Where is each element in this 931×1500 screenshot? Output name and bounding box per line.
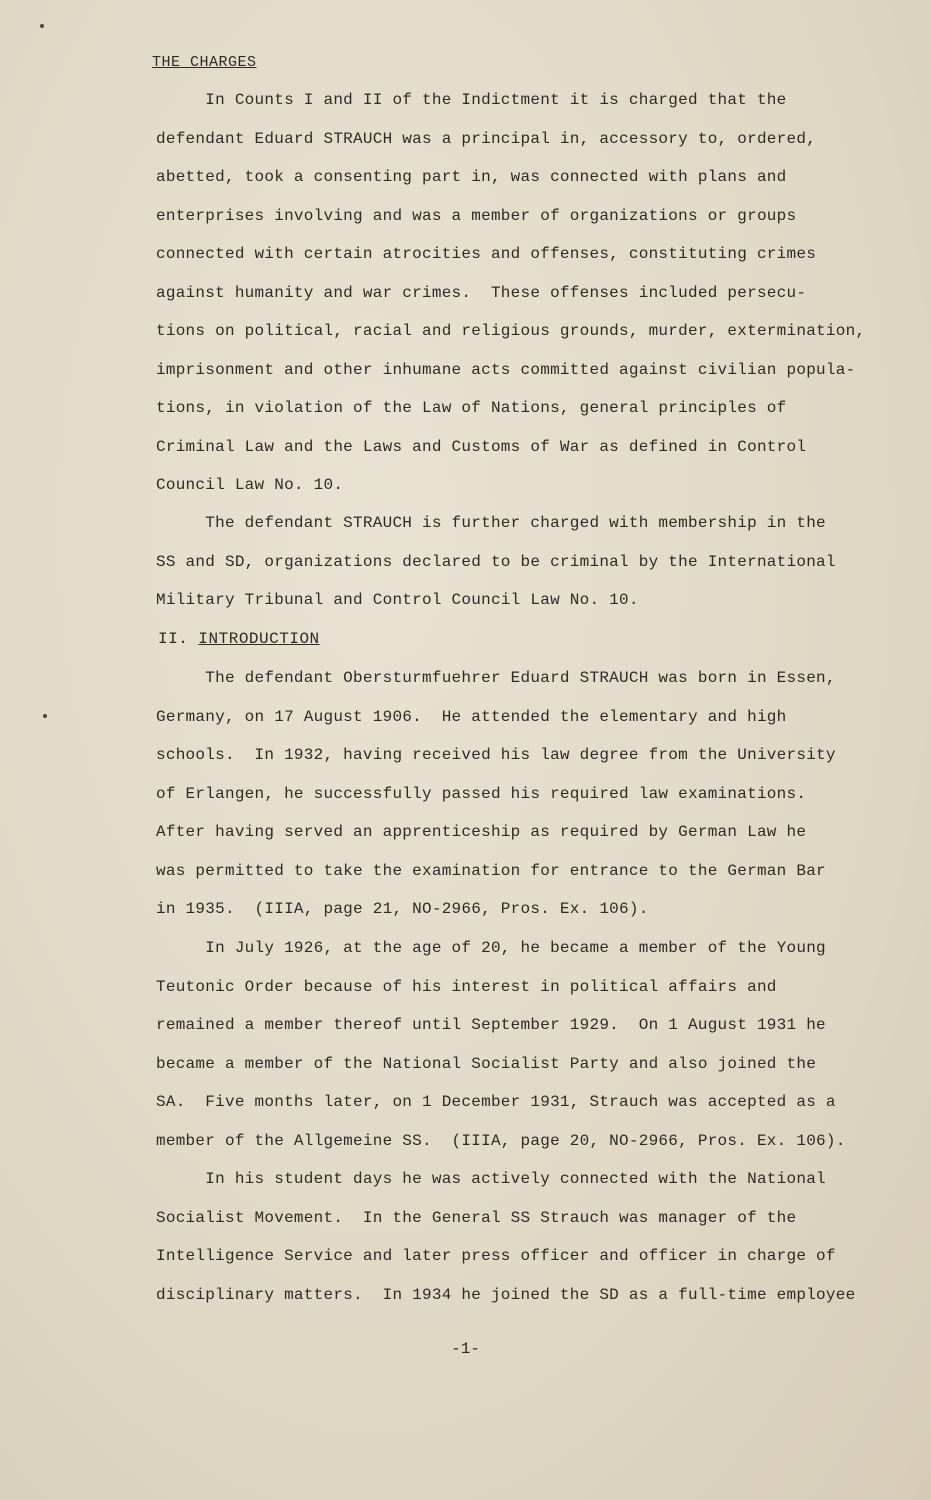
text-line: became a member of the National Socialist Party and also joined the <box>156 1054 817 1073</box>
text-line: Intelligence Service and later press officer and officer in charge of <box>156 1247 836 1265</box>
paragraph-membership <box>156 504 856 620</box>
paragraph-charges <box>156 81 866 505</box>
text-line: The defendant Obersturmfuehrer Eduard STRAUCH was born in Essen, <box>156 669 836 687</box>
text-line: remained a member thereof until September 1929. On 1 August 1931 he <box>156 1016 826 1034</box>
text-line: disciplinary matters. In 1934 he joined the SD as a full-time employee <box>156 1285 856 1304</box>
text-line: abetted, took a consenting part in, was connected with plans and <box>156 168 787 186</box>
paragraph-background <box>156 659 856 929</box>
text-line: After having served an apprenticeship as required by German Law he <box>156 823 807 841</box>
text-line: imprisonment and other inhumane acts committed against civilian popula- <box>156 360 856 379</box>
text-line: tions, in violation of the Law of Nations, general principles of <box>156 399 787 417</box>
text-line: connected with certain atrocities and offenses, constituting crimes <box>156 245 817 263</box>
text-line: defendant Eduard STRAUCH was a principal in, accessory to, ordered, <box>156 129 817 148</box>
text-line: Teutonic Order because of his interest in political affairs and <box>156 977 777 996</box>
text-line: SS and SD, organizations declared to be criminal by the International <box>156 552 836 571</box>
section-title: INTRODUCTION <box>198 630 320 648</box>
paragraph-student-days <box>156 1160 856 1314</box>
margin-dot-middle <box>43 714 47 718</box>
text-line: in 1935. (IIIA, page 21, NO-2966, Pros. Ex. 106). <box>156 900 649 918</box>
text-line: enterprises involving and was a member of organizations or groups <box>156 206 797 225</box>
text-line: Military Tribunal and Control Council Law No. 10. <box>156 591 639 609</box>
text-line: schools. In 1932, having received his law degree from the University <box>156 746 836 764</box>
page-number: -1- <box>451 1340 480 1358</box>
text-line: In Counts I and II of the Indictment it is charged that the <box>156 91 787 109</box>
text-line: SA. Five months later, on 1 December 1931, Strauch was accepted as a <box>156 1093 836 1111</box>
margin-dot-top <box>40 24 44 28</box>
text-line: The defendant STRAUCH is further charged with membership in the <box>156 514 826 532</box>
section-number: II. <box>158 630 189 648</box>
text-line: member of the Allgemeine SS. (IIIA, page 20, NO-2966, Pros. Ex. 106). <box>156 1131 846 1150</box>
text-line: Germany, on 17 August 1906. He attended the elementary and high <box>156 707 787 726</box>
text-line: against humanity and war crimes. These offenses included persecu- <box>156 283 807 302</box>
text-line: Council Law No. 10. <box>156 476 344 494</box>
text-line: Criminal Law and the Laws and Customs of War as defined in Control <box>156 437 807 456</box>
text-line: Socialist Movement. In the General SS Strauch was manager of the <box>156 1208 797 1227</box>
text-line: of Erlangen, he successfully passed his required law examinations. <box>156 784 807 803</box>
section-heading-introduction <box>158 630 320 648</box>
paragraph-memberships <box>156 929 856 1160</box>
text-line: was permitted to take the examination for entrance to the German Bar <box>156 861 826 880</box>
text-line: tions on political, racial and religious grounds, murder, extermination, <box>156 322 866 340</box>
text-line: In his student days he was actively connected with the National <box>156 1170 826 1188</box>
text-line: In July 1926, at the age of 20, he became a member of the Young <box>156 939 826 957</box>
heading-the-charges: THE CHARGES <box>152 54 257 71</box>
